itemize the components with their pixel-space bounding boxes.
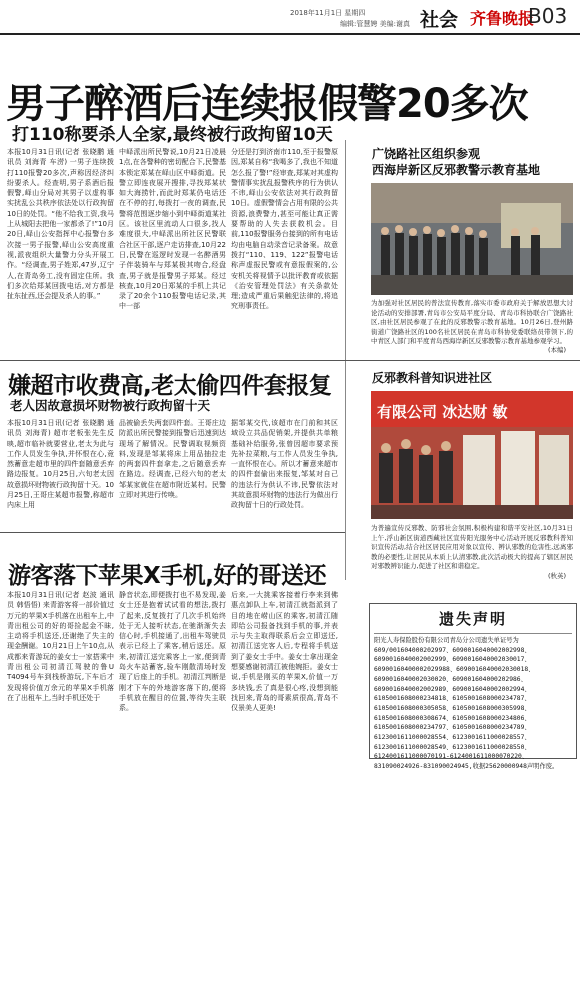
community-event-image: [371, 391, 573, 519]
lost-notice-line: 6090016040002030020、609001604000202986、: [374, 675, 527, 683]
section-rule-1: [0, 360, 580, 361]
lost-notice-box: [369, 603, 577, 771]
group-photo-image: [371, 183, 573, 295]
article3-col3: 后来,一大挑乘客接着行李来到佛惠点卸队上车,初清江就指派到了目的地在崂山区的乘客,初清江随即给公司报备找到手机的事,并表示与失主取得联系后会立即送还,初清江送完客人后,专程将手机送到了姜女士手中。姜女士拿出现金想要感谢初清江被他婉拒。姜女士说,手机是刚买的苹果X,价值一万多块钱,丢了真是很心疼,没想到能找回来,青岛的哥素质很高,青岛不仅景美人更美!: [231, 591, 338, 713]
lost-notice-line: 609/001604000202997、6090016040002002998、: [374, 646, 531, 654]
side1-credit: (本编): [548, 346, 567, 354]
article1-subtitle: 打110称要杀人全家,最终被行政拘留10天: [12, 125, 333, 145]
lost-notice-line: 阳光人寿保险股份有限公司青岛分公司遗失单证号为: [374, 637, 519, 644]
lost-notice-line: 6124001611000070191-6124001611000070220、: [374, 753, 529, 761]
article3-title: 游客落下苹果X手机,好的哥送还: [8, 563, 326, 589]
article2-col2: 品被偷丢失两套四件套。王哥庄边防派出所民警接到报警后迅速到达现场了解情况。民警调取视频资料,发现是邹某将床上用品抽拉走的两套四件套拿走,之后随意丢弃在路边。经调查,已经六旬的老太邹某家就住在超市附近某村。民警立即对其进行传唤。: [119, 419, 226, 500]
article2-title: 嫌超市收费高,老太偷四件套报复: [8, 373, 332, 399]
side2-caption: 为普遍宣传反邪教、防邪社会氛围,积极构建和谐平安社区,10月31日上午,浮山新区街道西藏社区宣传阳光服务中心活动开展反邪教科普知识宣传活动,结合社区居民应用对象以宣传、辨认邪教的危害性,远离邪教的必要性,让居民从本质上认清邪教,此次活动极大的提高了辖区居民对邪教辨识能力,促进了社区和谐稳定。: [371, 524, 573, 570]
section-name: 社会: [420, 9, 459, 31]
article1-col3: 分还是打到济南市110,至于报警原因,郑某自称“我喝多了,我也不知道怎么报了警!”经审查,郑某对其虚构警情事实扰乱报警秩序的行为供认不讳,峄山公安依法对其行政拘留10日。虚假警情会占用有限的公共资源,浪费警力,甚至可能让真正需要帮助的人失去获救机会。目前,110报警服务台接到的所有电话均由电脑自动录音记录备案。故意拨打“110、119、122”报警电话称声虚报民警或有意报假案的,公安机关将视情予以批评教育或依据《治安管理处罚法》有关条款处理;造成严重后果触犯法律的,将追究刑事责任。: [231, 148, 338, 311]
lost-notice-lines: [370, 636, 576, 772]
side1-title-2: 西海岸新区反邪教警示教育基地: [372, 163, 541, 177]
side2-title: 反邪教科普知识进社区: [372, 371, 493, 385]
side2-photo: [371, 391, 573, 519]
side1-caption: 为加强对社区居民的普法宣传教育,落实市委市政府关于解放思想大讨论活动的安排部署,青岛市公安局平度分局、青岛市科协联合广饶路社区,由社区居民参观了在此的反邪教警示教育基地。10月26日,登州路街道广饶路社区的100名社区居民在青岛市科协党委联络员带领下,的中青区人部门和平度青岛西海岸新区反邪教警示教育基地参观学习。: [371, 299, 573, 345]
paper-logo: 齐鲁晚报: [470, 9, 535, 28]
board-text: 有限公司 冰达财 敏: [377, 403, 508, 421]
lost-notice-line: 60900160400002029988、6090016040002030018、: [374, 666, 535, 674]
lost-notice-line: 6105001608000305058、6105001608000305998、: [374, 704, 531, 712]
lost-notice-line: 6123001611000028554、6123001611000028557、: [374, 734, 531, 742]
lost-notice-line: 6105001608000234797、6105001608000234789、: [374, 724, 531, 732]
header-rule: [0, 33, 580, 35]
page-number: B03: [528, 4, 568, 28]
side1-photo: [371, 183, 573, 295]
editors-line: 编辑:管慧娉 美编:谢真: [340, 20, 410, 28]
lost-notice-line: 6123001611000028549、6123001611000028550、: [374, 743, 531, 751]
side2-credit: (秋英): [548, 572, 567, 580]
lost-notice-title: 遗失声明: [438, 610, 507, 628]
article2-col1: 本报10月31日讯(记者 张晓鹏 通讯员 刘海青) 超市老板张先生反映,超市临补就要营业,老太为此与工作人员发生争执,并怀恨在心,竟然蓄意走超市里的四件套随意丢弃路边报复。10月25日,六旬老太因故意损坏财物被行政拘留十天。10月25日,王哥庄某超市报警,称超市内床上用: [7, 419, 114, 510]
lost-notice-line: 6090016040002002989、6090016040002002994、: [374, 685, 531, 693]
article1-title: 男子醉酒后连续报假警20多次: [6, 81, 528, 127]
lost-notice-line: 6090016040002002999、6090016040002030017、: [374, 656, 531, 664]
lost-notice-line: 6105001608000234818、6105001608000234787、: [374, 695, 531, 703]
article2-col3: 据邹某交代,该超市在门前和其区域设立共品促销架,并提供共单粮基础补给服务,张曾因超市要求预先补拉菜粮,与工作人员发生争执,一直怀恨在心。所以才蓄意来超市的四件套偷出来报复,邹某对自己的违法行为供认不讳,民警依法对其故意损坏财物的违法行为做出行政拘留十日的行政处罚。: [231, 419, 338, 510]
article2-subtitle: 老人因故意损坏财物被行政拘留十天: [10, 398, 211, 413]
article3-col2: 静音状态,即便拨打也不易发现,姜女士还是抱着试试看的想法,拨打了起来,反复拨打了几次手机始终处于无人接听状态,在驰渐渐失去信心时,手机接通了,出租车驾驶员表示已经上了乘客,稍后送还。原来,初清江送完乘客上一家,便到青岛火车站蓄客,验车刚散清场时发现了后座上的手机。初清江判断是刚才下车的外地游客落下的,便将手机放在醒目的位置,等待失主联系。: [119, 591, 226, 713]
article1-col1: 本报10月31日讯(记者 张晓鹏 通讯员 刘海青 车涝) 一男子连续拨打110报警20多次,声称因经济纠纷要杀人。经查明,男子系酒后报假警,峄山分局对其男子以虚构事实扰乱公共秩序依法处以行政拘留10日的处罚。“他不给我工资,我马上从城阳去把他一家都杀了!”10月20日,峄山公安指挥中心报警台多次接一男子报警,峄山公安高度重视,派夜组织大量警力分头开展工作。“经调查,男子姓郑,47岁,辽宁人,在青岛务工,没有固定住所。我们多次给郑某回拨电话,对方都是扯东扯西,还会提及杀人的事。”: [7, 148, 114, 301]
lost-notice-line: 6105001608000308674、6105001608000234806、: [374, 714, 531, 722]
lost-notice-line: 831090024926-831090024945,收据25620000948声明作废。: [374, 763, 559, 771]
section-rule-2: [0, 532, 345, 533]
issue-date: 2018年11月1日 星期四: [290, 9, 366, 17]
lost-notice-rule: [374, 633, 572, 634]
article1-col2: 中峄派出所民警说,10月21日凌晨1点,在各警种的密切配合下,民警基本锁定郑某在峄山区中峄街道。民警立即连夜展开搜排,寻找郑某状如大海捞针,而此时郑某仍电话还在不停的打,每拨打一夜的调查,民警将范围逐步缩小到中峄街道某社区。该社区里流动人口很多,找人难度很大,中峄派出所社区民警联合社区干部,逐户走访排查,10月22日,民警在巡逻时发现一名醉酒男子伴装骑车与郑某极其吻合,经盘查,男子就是报警男子郑某。经过核查,10月20日郑某的手机上共记录了20余个110报警电话记录,其中一部: [119, 148, 226, 311]
article3-col1: 本报10月31日讯(记者 赵波 通讯员 韩悟悟) 来青游客将一部价值过万元的苹果X手机落在出租车上,中青出租公司的好的哥捡起金不昧,主动将手机送还,还谢绝了失主的现金酬谢。10月21日上午10点,从成都来青游玩的姜女士一家搭乘中青出租公司初清江驾驶的鲁U T4094号车到栈桥游玩,下车后才发现将价值万余元的苹果X手机落在了出租车上,当时手机还处于: [7, 591, 114, 702]
side1-title-1: 广饶路社区组织参观: [372, 147, 481, 161]
